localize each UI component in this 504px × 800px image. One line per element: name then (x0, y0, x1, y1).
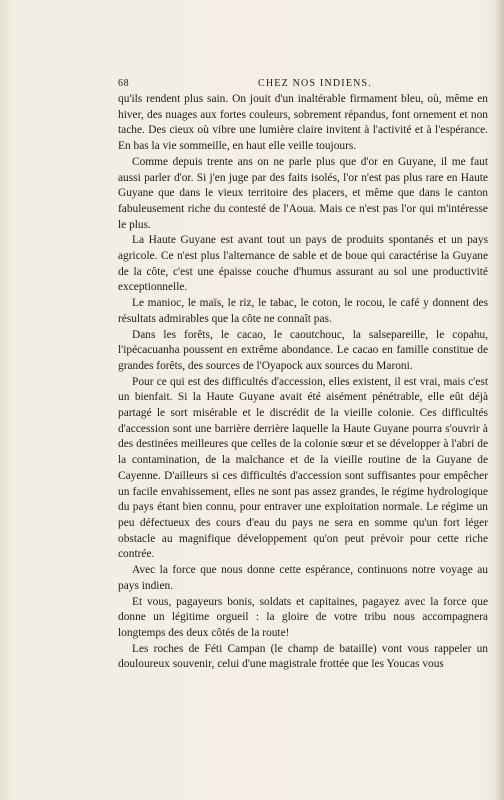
paragraph-paddlers: Et vous, pagayeurs bonis, soldats et capitaines, pagayez avec la force que donne un légitime orgueil : la gloire de votre tribu nous accompagnera longtemps des deux côtés de la route! (118, 595, 488, 639)
body-text (118, 92, 488, 673)
paragraph-continued: qu'ils rendent plus sain. On jouit d'un inaltérable firmament bleu, où, même en hiver, des nuages aux fortes couleurs, sobrement répandus, font ornement et non tache. Des cieux où vibre une lumière claire invitent à l'activité et à l'espérance. En bas la vie sommeille, en haut elle veille toujours. (118, 93, 488, 153)
paragraph-crops: Le manioc, le maïs, le riz, le tabac, le coton, le rocou, le café y donnent des résultats admirables que la côte ne connaît pas. (118, 297, 488, 325)
paragraph-forests: Dans les forêts, le cacao, le caoutchouc, la salsepareille, le copahu, l'ipécacuanha poussent en extrême abondance. Le cacao en famille constitue de grandes forêts, des sources de l'Oyapock aux sources du Maroni. (118, 328, 488, 372)
running-title: CHEZ NOS INDIENS. (258, 78, 373, 89)
page-edge-shadow (494, 0, 504, 800)
page-number: 68 (118, 78, 130, 89)
paragraph-feti-campan: Les roches de Féti Campan (le champ de bataille) vont vous rappeler un douloureux souvenir, celui d'une magistrale frottée que les Youcas vous (118, 642, 488, 671)
paragraph-access: Pour ce qui est des difficultés d'accession, elles existent, il est vrai, mais c'est un bienfait. Si la Haute Guyane avait été aisément pénétrable, elle eût déjà partagé le sort misérable et le discrédit de la vieille colonie. Ces difficultés d'accession sont une barrière derrière laquelle la Haute Guyane pourra s'ouvrir à des destinées meilleures que celles de la colonie sœur et se développer à l'abri de la contamination, de la malchance et de la vieille routine de la Guyane de Cayenne. D'ailleurs si ces difficultés d'accession sont suffisantes pour empêcher un facile envahissement, elles ne sont pas assez grandes, le régime hydrologique du pays étant bien connu, pour entraver une exploitation normale. Le régime un peu défectueux des cours d'eau du pays ne sera en somme qu'un fort léger obstacle au magnifique développement qu'on peut prévoir pour cette riche contrée. (118, 375, 488, 561)
paragraph-hope: Avec la force que nous donne cette espérance, continuons notre voyage au pays indien. (118, 564, 488, 592)
page-header (118, 78, 488, 92)
paragraph-agriculture: La Haute Guyane est avant tout un pays de produits spontanés et un pays agricole. Ce n'est plus l'alternance de sable et de boue qui caractérise la Guyane de la côte, c'est une épaisse couche d'humus assurant au sol une productivité exceptionnelle. (118, 234, 488, 294)
paragraph-gold: Comme depuis trente ans on ne parle plus que d'or en Guyane, il me faut aussi parler d'or. Si j'en juge par des faits isolés, l'or n'est pas plus rare en Haute Guyane que dans le vieux territoire des placers, et même que dans le canton fabuleusement riche du contesté de l'Aoua. Mais ce n'est pas l'or qui m'intéresse le plus. (118, 155, 488, 231)
